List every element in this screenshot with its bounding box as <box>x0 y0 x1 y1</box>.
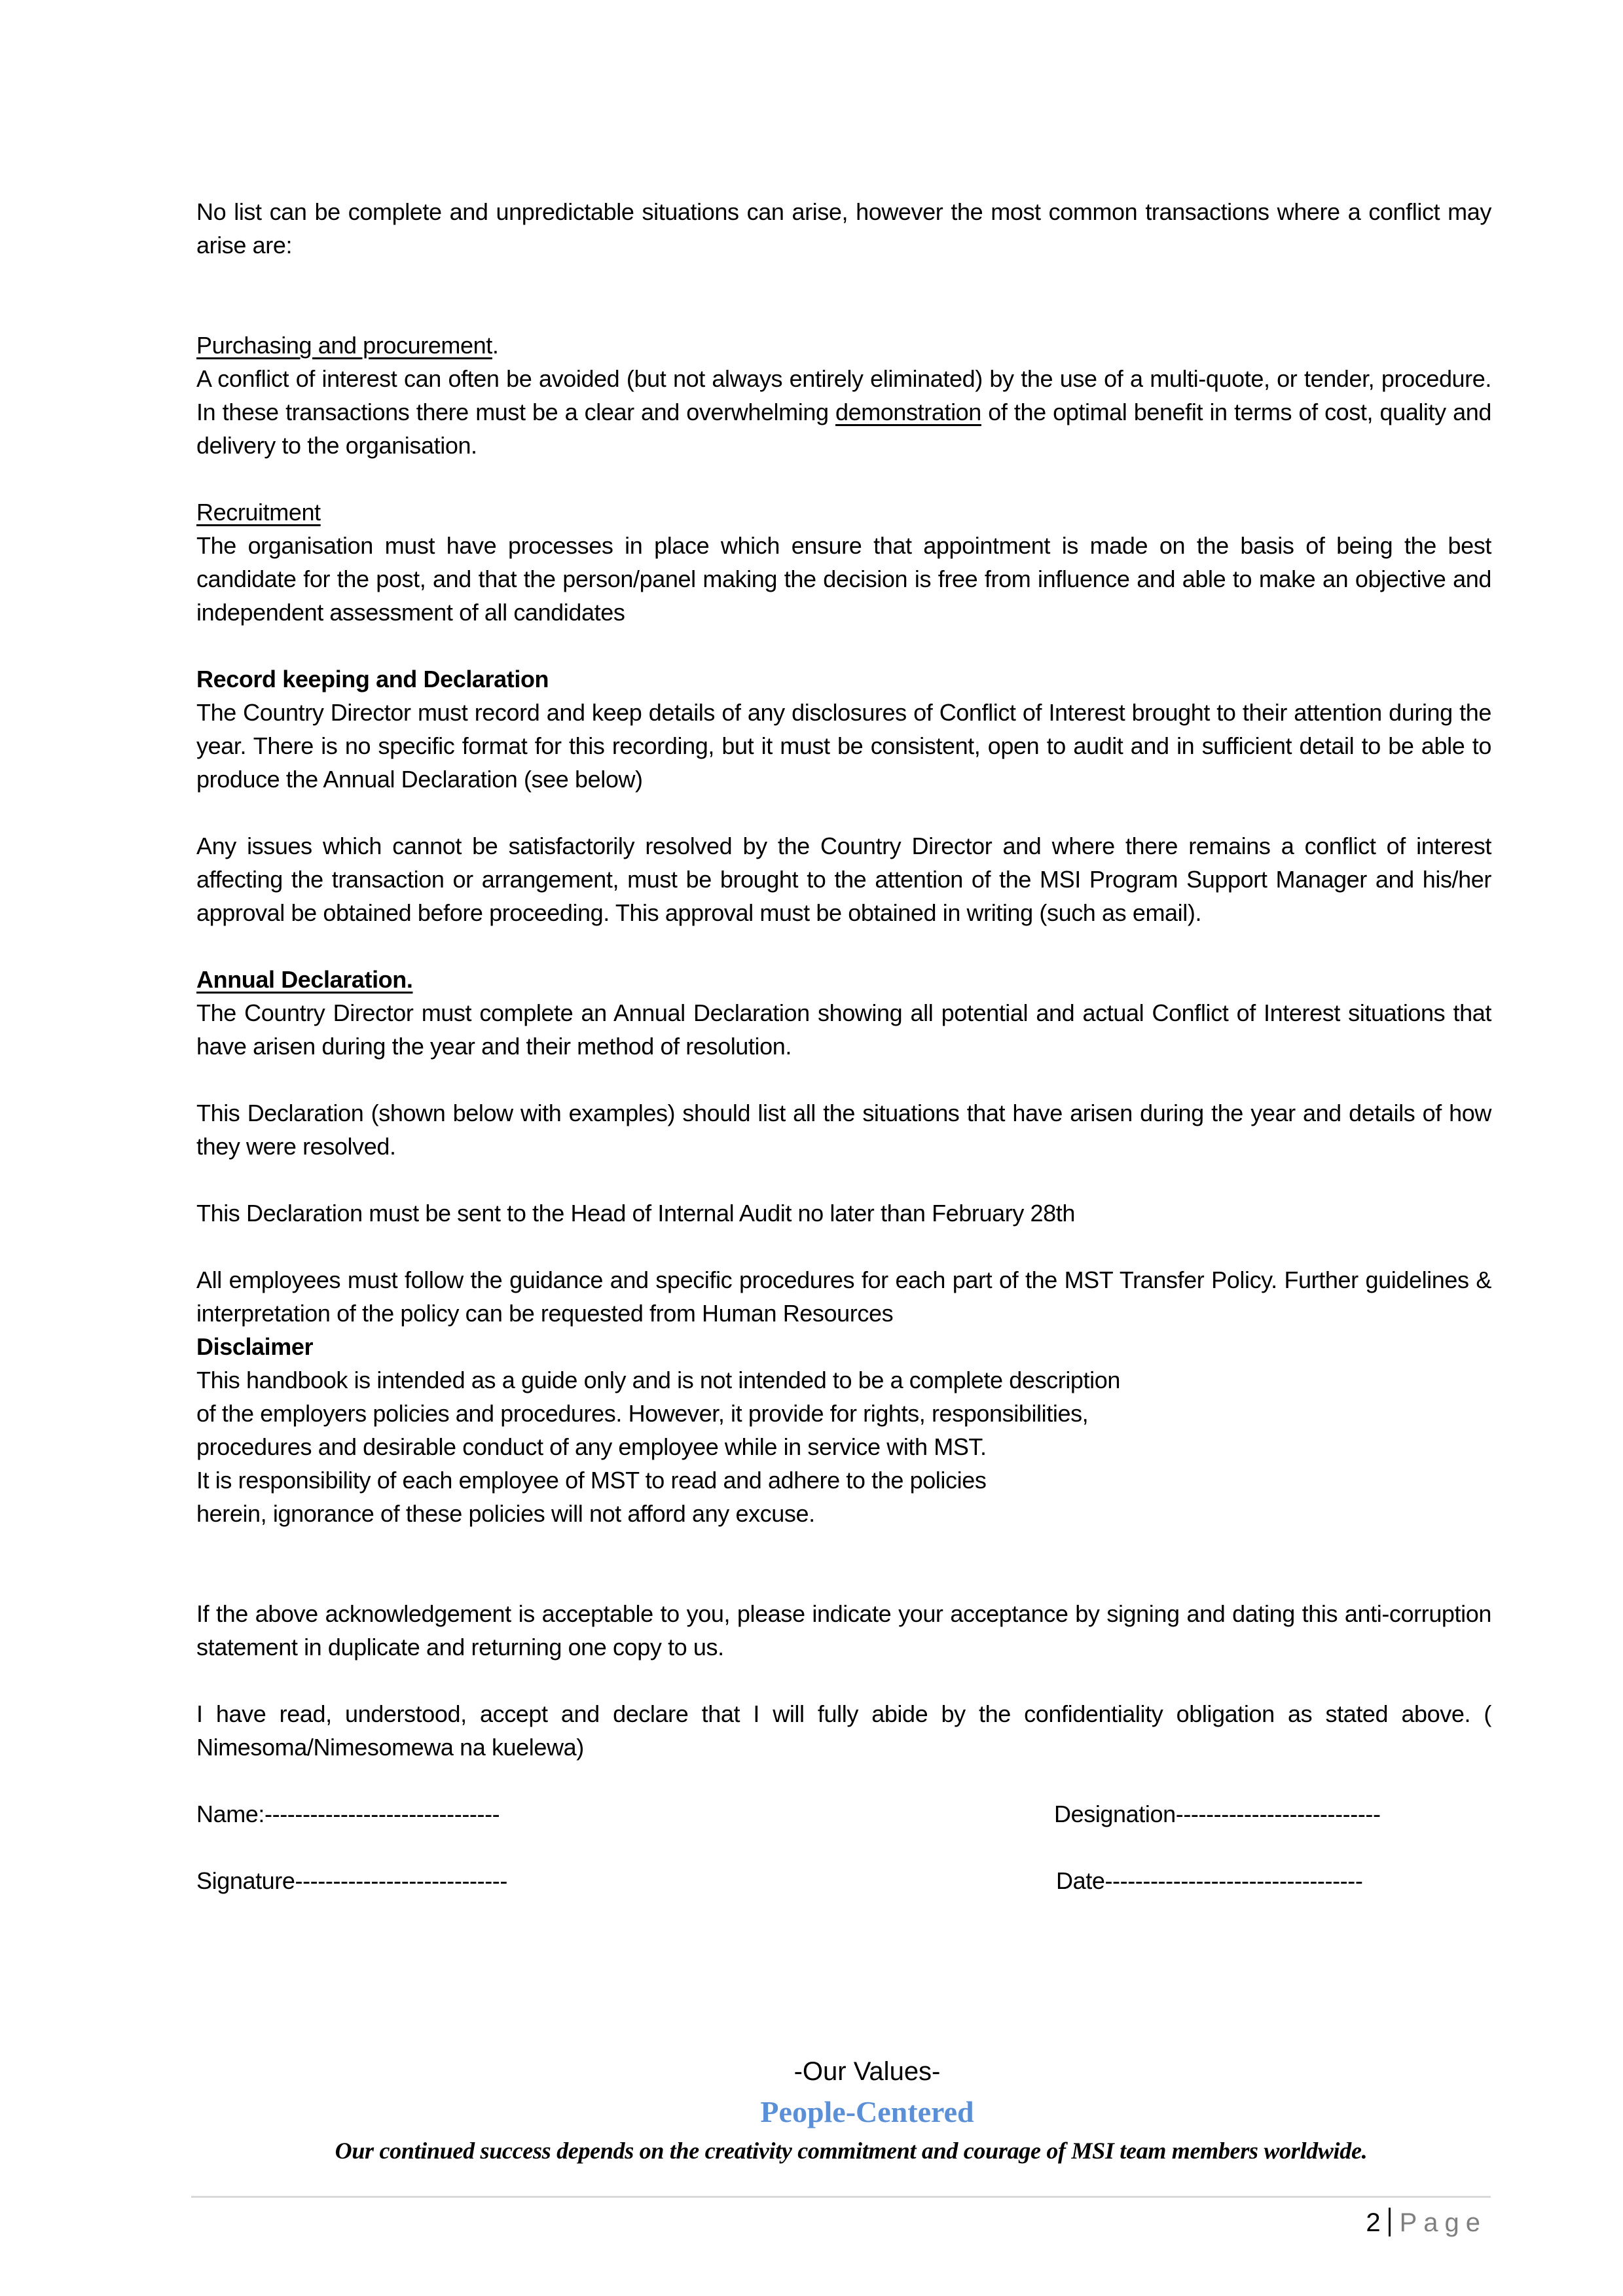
purchasing-heading-line <box>196 329 1491 362</box>
disclaimer-line: It is responsibility of each employee of MST to read and adhere to the policies <box>196 1467 987 1494</box>
record-keeping-paragraph: The Country Director must record and keep details of any disclosures of Conflict of Interest brought to their attention during the year. There is no specific format for this recording, but it must be consistent, open to audit and in sufficient detail to be able to produce the Annual Declaration (see below) <box>196 699 1491 793</box>
designation-field[interactable]: Designation--------------------------- <box>1054 1801 1381 1827</box>
demonstration-underlined: demonstration <box>835 399 981 425</box>
page-label: Page <box>1399 2208 1487 2237</box>
value-name: People-Centered <box>760 2095 974 2128</box>
disclaimer-line: of the employers policies and procedures. However, it provide for rights, responsibilities, <box>196 1400 1089 1427</box>
value-description: Our continued success depends on the creativity commitment and courage of MSI team members worldwide. <box>335 2138 1368 2164</box>
annual-declaration-paragraph: The Country Director must complete an Annual Declaration showing all potential and actual Conflict of Interest situations that have arisen during the year and their method of resolution. <box>196 999 1491 1060</box>
issues-paragraph: Any issues which cannot be satisfactorily resolved by the Country Director and where there remains a conflict of interest affecting the transaction or arrangement, must be brought to the attention of the MSI Program Support Manager and his/her approval be obtained before proceeding. This approval must be obtained in writing (such as email). <box>196 833 1491 926</box>
document-body <box>196 195 1491 1897</box>
purchasing-text-after: of the optimal benefit in terms of cost, quality and delivery to the organisation. <box>196 399 1491 459</box>
signature-row-2 <box>196 1864 1491 1897</box>
disclaimer-heading: Disclaimer <box>196 1333 314 1360</box>
page-number-separator <box>1389 2208 1391 2236</box>
signature-field[interactable]: Signature---------------------------- <box>196 1867 507 1894</box>
page-number-value: 2 <box>1366 2208 1381 2237</box>
record-keeping-heading: Record keeping and Declaration <box>196 666 549 692</box>
disclaimer-line: This handbook is intended as a guide only and is not intended to be a complete description <box>196 1367 1120 1393</box>
page-number <box>1366 2208 1487 2238</box>
guidance-paragraph: All employees must follow the guidance and specific procedures for each part of the MST Transfer Policy. Further guidelines & interpretation of the policy can be requested from Human Resources <box>196 1266 1491 1327</box>
purchasing-heading: Purchasing and procurement <box>196 332 492 359</box>
declaration-deadline-paragraph: This Declaration must be sent to the Head of Internal Audit no later than February 28th <box>196 1200 1075 1227</box>
acceptance-paragraph: If the above acknowledgement is acceptable to you, please indicate your acceptance by signing and dating this anti-corruption statement in duplicate and returning one copy to us. <box>196 1600 1491 1660</box>
purchasing-paragraph <box>196 362 1491 462</box>
footer-divider <box>191 2196 1491 2198</box>
name-field[interactable]: Name:------------------------------- <box>196 1801 500 1827</box>
disclaimer-line: procedures and desirable conduct of any employee while in service with MST. <box>196 1433 987 1460</box>
date-field[interactable]: Date---------------------------------- <box>1056 1867 1363 1894</box>
recruitment-heading: Recruitment <box>196 499 321 526</box>
recruitment-paragraph: The organisation must have processes in place which ensure that appointment is made on the basis of being the best candidate for the post, and that the person/panel making the decision is free from influence and able to make an objective and independent assessment of all candidates <box>196 532 1491 626</box>
declaration-list-paragraph: This Declaration (shown below with examples) should list all the situations that have arisen during the year and details of how they were resolved. <box>196 1100 1491 1160</box>
disclaimer-line: herein, ignorance of these policies will not afford any excuse. <box>196 1500 815 1527</box>
signature-row-1 <box>196 1797 1491 1831</box>
purchasing-heading-suffix: . <box>492 332 499 359</box>
intro-paragraph: No list can be complete and unpredictable situations can arise, however the most common transactions where a conflict may arise are: <box>196 198 1491 259</box>
confidentiality-declaration: I have read, understood, accept and declare that I will fully abide by the confidentiality obligation as stated above. ( Nimesoma/Nimesomewa na kuelewa) <box>196 1700 1491 1761</box>
values-heading: -Our Values- <box>793 2057 941 2086</box>
purchasing-text-before: A conflict of interest can often be avoided (but not always entirely eliminated) by the use of a multi-quote, or tender, procedure. In these transactions there must be a clear and overwhelming <box>196 365 1491 425</box>
annual-declaration-heading: Annual Declaration. <box>196 966 413 993</box>
